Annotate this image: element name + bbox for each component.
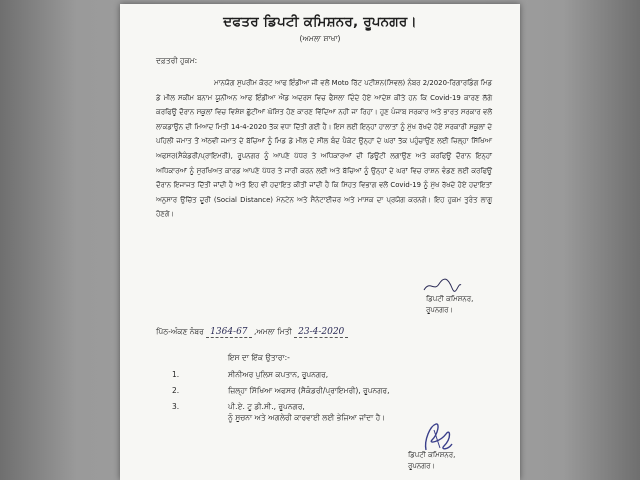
signature-1-place: ਰੂਪਨਗਰ। — [426, 306, 454, 314]
copy-intro: ਇਸ ਦਾ ਇੱਕ ਉਤਾਰਾ:- — [228, 353, 290, 362]
list-item-text: ਸੀਨੀਅਰ ਪੁਲਿਸ ਕਪਤਾਨ, ਰੂਪਨਗਰ, — [228, 370, 329, 379]
endorsement-prefix: ਪਿੱਠ-ਅੰਕਣ ਨੰਬਰ — [156, 327, 204, 336]
office-title: ਦਫਤਰ ਡਿਪਟੀ ਕਮਿਸ਼ਨਰ, ਰੂਪਨਗਰ। — [223, 14, 417, 30]
list-item-number: 1. — [172, 370, 180, 379]
endorsement-line — [156, 327, 348, 337]
signature-1-designation: ਡਿਪਟੀ ਕਮਿਸ਼ਨਰ, — [426, 295, 474, 303]
endorsement-middle: ,ਅਮਲਾ ਮਿਤੀ — [253, 327, 292, 336]
signature-scribble-icon — [422, 276, 462, 294]
order-body-text: ਮਾਨਯੋਗ ਸੁਪਰੀਮ ਕੋਰਟ ਆਫ ਇੰਡੀਆ ਜੀ ਵਲੋਂ Moto ਰਿੱਟ ਪਟੀਸ਼ਨ(ਸਿਵਲ) ਨੰਬਰ 2/2020-ਰਿਗਾਰਡਿੰਗ ਮਿਡ ਡੇ ਮੀਲ ਸਕੀਮ ਬਨਾਮ ਯੂਨੀਅਨ ਆਫ ਇੰਡੀਆ ਐਂਡ ਅਦਰਸ ਵਿਚ ਫੈਸਲਾ ਦਿੰਦੇ ਹੋਏ ਆਦੇਸ਼ ਕੀਤੇ ਹਨ ਕਿ Covid-19 ਕਾਰਣ ਲੱਗੇ ਕਰਫਿਊ ਦੌਰਾਨ ਸਕੂਲਾਂ ਵਿਚ ਵਿਸ਼ੇਸ਼ ਛੁੱਟੀਆਂ ਘੋਸ਼ਿਤ ਹੋਣ ਕਾਰਣ ਵਿੱਦਿਆ ਨਹੀਂ ਜਾ ਰਿਹਾ। ਹੁਣ ਪੰਜਾਬ ਸਰਕਾਰ ਅਤੇ ਭਾਰਤ ਸਰਕਾਰ ਵਲੋਂ ਲਾਕਡਾਊਨ ਦੀ ਮਿਆਦ ਮਿਤੀ 14-4-2020 ਤੱਕ ਵਧਾ ਦਿੱਤੀ ਗਈ ਹੈ। ਇਸ ਲਈ ਇਨ੍ਹਾਂ ਹਾਲਾਤਾਂ ਨੂੰ ਮੁੱਖ ਰੱਖਦੇ ਹੋਏ ਸਰਕਾਰੀ ਸਕੂਲਾਂ ਦੇ ਪਹਿਲੀ ਜਮਾਤ ਤੋਂ ਅੱਠਵੀਂ ਜਮਾਤ ਦੇ ਬੱਚਿਆਂ ਨੂੰ ਮਿਡ ਡੇ ਮੀਲ ਦੇ ਸੀਲ ਬੰਦ ਪੈਕੇਟ ਉਨ੍ਹਾਂ ਦੇ ਘਰਾਂ ਤੱਕ ਪਹੁੰਚਾਉਣ ਲਈ ਜ਼ਿਲ੍ਹਾ ਸਿੱਖਿਆ ਅਫਸਰ(ਸੈਕੰਡਰੀ/ਪ੍ਰਾਇਮਰੀ), ਰੂਪਨਗਰ ਨੂੰ ਆਪਣੇ ਪੱਧਰ ਤੇ ਅਧਿਕਾਰਆਂ ਦੀ ਡਿਊਟੀ ਲਗਾਉਣ ਅਤੇ ਕਰਫਿਊ ਦੌਰਾਨ ਇਨ੍ਹਾਂ ਅਧਿਕਾਰਆਂ ਨੂੰ ਸੁਰਖਿਅਤ ਕਾਰਡ ਆਪਣੇ ਪੱਧਰ ਤੇ ਜਾਰੀ ਕਰਨ ਲਈ ਅਤੇ ਬੱਚਿਆਂ ਨੂੰ ਉਨ੍ਹਾਂ ਦੇ ਘਰਾਂ ਵਿਚ ਰਾਸ਼ਨ ਵੰਡਣ ਲਈ ਕਰਫਿਊ ਦੌਰਾਨ ਇਜਾਜਤ ਦਿੱਤੀ ਜਾਂਦੀ ਹੈ ਅਤੇ ਇਹ ਵੀ ਹਦਾਇਤ ਕੀਤੀ ਜਾਂਦੀ ਹੈ ਕਿ ਸਿਹਤ ਵਿਭਾਗ ਵਲੋਂ Covid-19 ਨੂੰ ਮੁੱਖ ਰੱਖਦੇ ਹੋਏ ਹਦਾਇਤਾਂ ਅਨੁਸਾਰ ਉਚਿੱਤ ਦੂਰੀ (Social Distance) ਮੇਨਟੇਨ ਅਤੇ ਸੈਨੇਟਾਈਜ਼ਰ ਅਤੇ ਮਾਸਕ ਦਾ ਪ੍ਰਯੋਗ ਕਰਨਗੇ। ਇਹ ਹੁਕਮ ਤੁਰੰਤ ਲਾਗੂ ਹੋਣਗੇ। — [156, 79, 492, 219]
endorsement-number: 1364-67 — [206, 327, 251, 338]
order-label: ਦਫ਼ਤਰੀ ਹੁਕਮ: — [156, 56, 198, 65]
list-item-text: ਪੀ.ਏ. ਟੂ ਡੀ.ਸੀ., ਰੂਪਨਗਰ, — [228, 402, 305, 411]
branch-name: (ਅਮਲਾ ਸ਼ਾਖਾ) — [299, 34, 341, 43]
signature-block-2 — [408, 450, 455, 472]
list-item-number: 3. — [172, 402, 180, 411]
signature-2-designation: ਡਿਪਟੀ ਕਮਿਸ਼ਨਰ, — [408, 451, 456, 459]
document-page — [120, 4, 520, 480]
list-item-number: 2. — [172, 386, 180, 395]
copy-footer: ਨੂੰ ਸੂਚਨਾ ਅਤੇ ਅਗਲੇਰੀ ਕਾਰਵਾਈ ਲਈ ਭੇਜਿਆ ਜਾਂਦਾ ਹੈ। — [228, 413, 386, 422]
order-body — [156, 76, 492, 222]
signature-block-1 — [426, 294, 473, 316]
signature-2-place: ਰੂਪਨਗਰ। — [408, 462, 436, 470]
endorsement-date: 23-4-2020 — [294, 327, 348, 338]
list-item-text: ਜ਼ਿਲ੍ਹਾ ਸਿੱਖਿਆ ਅਫਸਰ (ਸੈਕੰਡਰੀ/ਪ੍ਰਾਇਮਰੀ), ਰੂਪਨਗਰ, — [228, 386, 390, 395]
